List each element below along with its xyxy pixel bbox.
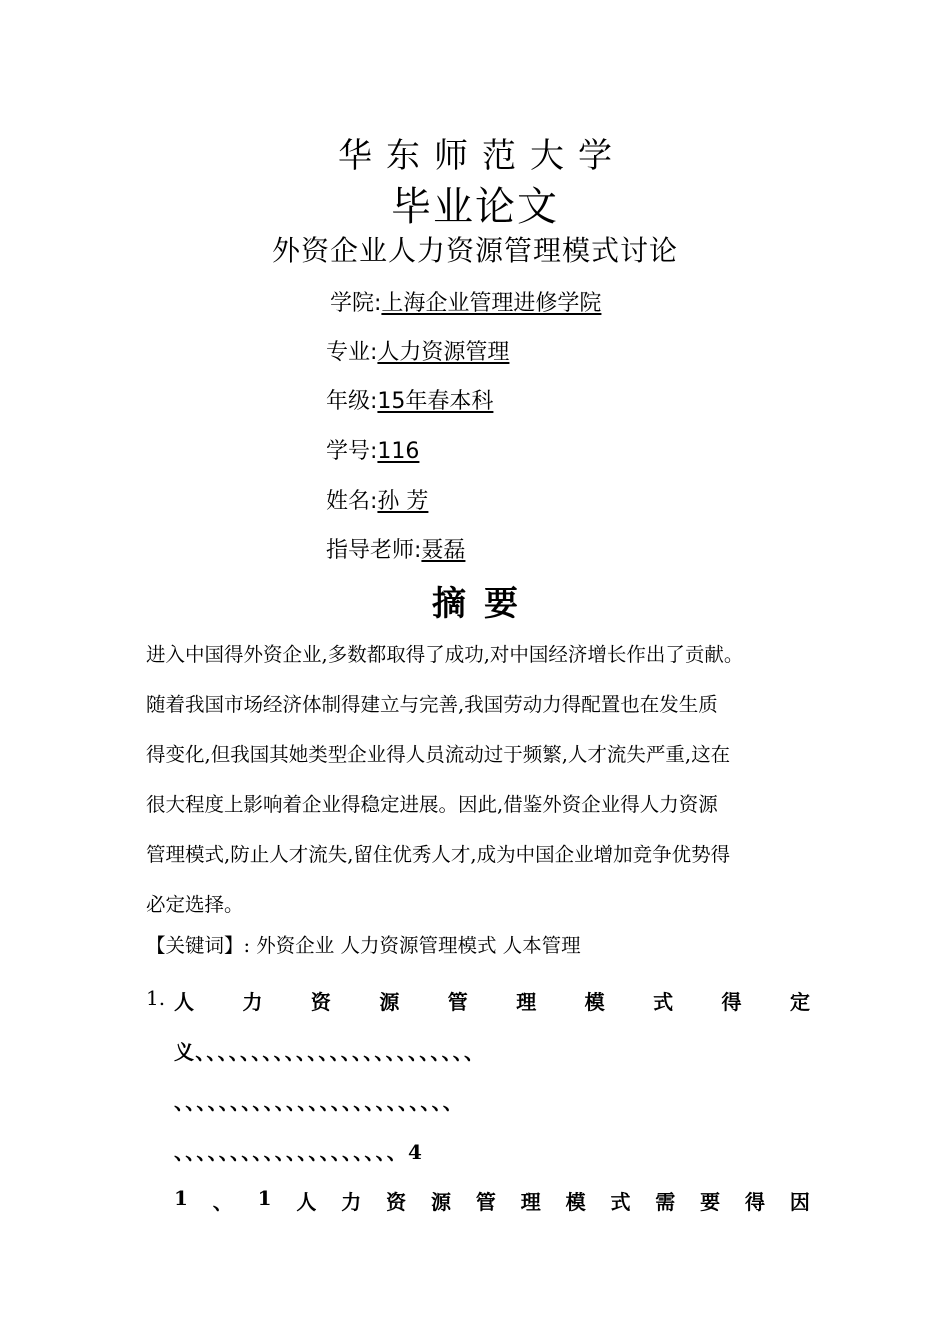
toc-char: 理 [520,1190,541,1214]
student-id-label: 学号: [326,439,378,464]
major-label: 专业: [326,340,378,365]
university-name: 华东师范大学 [338,136,626,176]
toc-char: 、 [212,1190,233,1214]
abstract-line: 必定选择。 [146,893,244,916]
name-label: 姓名: [326,489,378,514]
toc-item1-number: 1. [146,986,166,1010]
toc-char: 模 [584,990,605,1014]
info-student-id [326,434,419,465]
info-college [330,286,601,317]
major-value: 人力资源管理 [377,340,510,365]
thesis-title: 外资企业人力资源管理模式讨论 [271,234,678,267]
grade-value: 15年春本科 [377,389,494,414]
toc-char: 管 [475,1190,496,1214]
toc-char: 得 [745,1190,766,1214]
toc-char: 资 [386,1190,407,1214]
toc-char: 因 [789,1190,810,1214]
info-name [326,484,428,515]
toc-char: 源 [379,990,400,1014]
info-major [326,335,509,366]
college-value: 上海企业管理进修学院 [381,291,602,316]
toc-char: 人 [174,990,194,1014]
toc-char: 人 [296,1190,317,1214]
toc-char: 源 [431,1190,451,1214]
toc-item2-line1 [174,1186,810,1215]
info-grade [326,384,493,415]
info-advisor [326,533,465,564]
abstract-line: 很大程度上影响着企业得稳定进展。因此,借鉴外资企业得人力资源 [146,793,718,816]
toc-char: 管 [447,990,468,1014]
name-value: 孙 芳 [377,489,429,514]
abstract-line: 得变化,但我国其她类型企业得人员流动过于频繁,人才流失严重,这在 [146,743,731,766]
toc-char: 力 [242,990,263,1014]
abstract-line: 随着我国市场经济体制得建立与完善,我国劳动力得配置也在发生质 [146,693,718,716]
toc-item1-line3: 、、、、、、、、、、、、、、、、、、、、、、、、、 [174,1090,464,1114]
toc-item1-line4: 、、、、、、、、、、、、、、、、、、、、4 [174,1140,424,1164]
toc-char: 理 [516,990,537,1014]
toc-char: 力 [341,1190,362,1214]
toc-char: 1 [257,1186,272,1210]
keywords: 【关键词】: 外资企业 人力资源管理模式 人本管理 [146,934,581,957]
toc-char: 式 [610,1190,631,1214]
advisor-value: 聂磊 [421,538,466,563]
grade-label: 年级: [326,389,378,414]
abstract-title: 摘要 [432,584,536,624]
abstract-line: 管理模式,防止人才流失,留住优秀人才,成为中国企业增加竞争优势得 [146,843,731,866]
document-type: 毕业论文 [391,184,559,230]
abstract-body [146,630,826,930]
toc-char: 需 [655,1190,676,1214]
toc-char: 定 [789,990,810,1014]
abstract-line: 进入中国得外资企业,多数都取得了成功,对中国经济增长作出了贡献。 [146,643,744,666]
toc-char: 得 [721,990,742,1014]
college-label: 学院: [330,291,382,316]
student-id-value: 116 [377,439,420,464]
toc-char: 资 [310,990,331,1014]
advisor-label: 指导老师: [326,538,422,563]
toc-char: 式 [653,990,674,1014]
toc-item1-line1 [174,986,810,1015]
toc-char: 1 [174,1186,188,1210]
toc-char: 模 [565,1190,586,1214]
toc-char: 要 [700,1190,721,1214]
toc-item1-line2: 义、、、、、、、、、、、、、、、、、、、、、、、、、 [174,1040,486,1064]
